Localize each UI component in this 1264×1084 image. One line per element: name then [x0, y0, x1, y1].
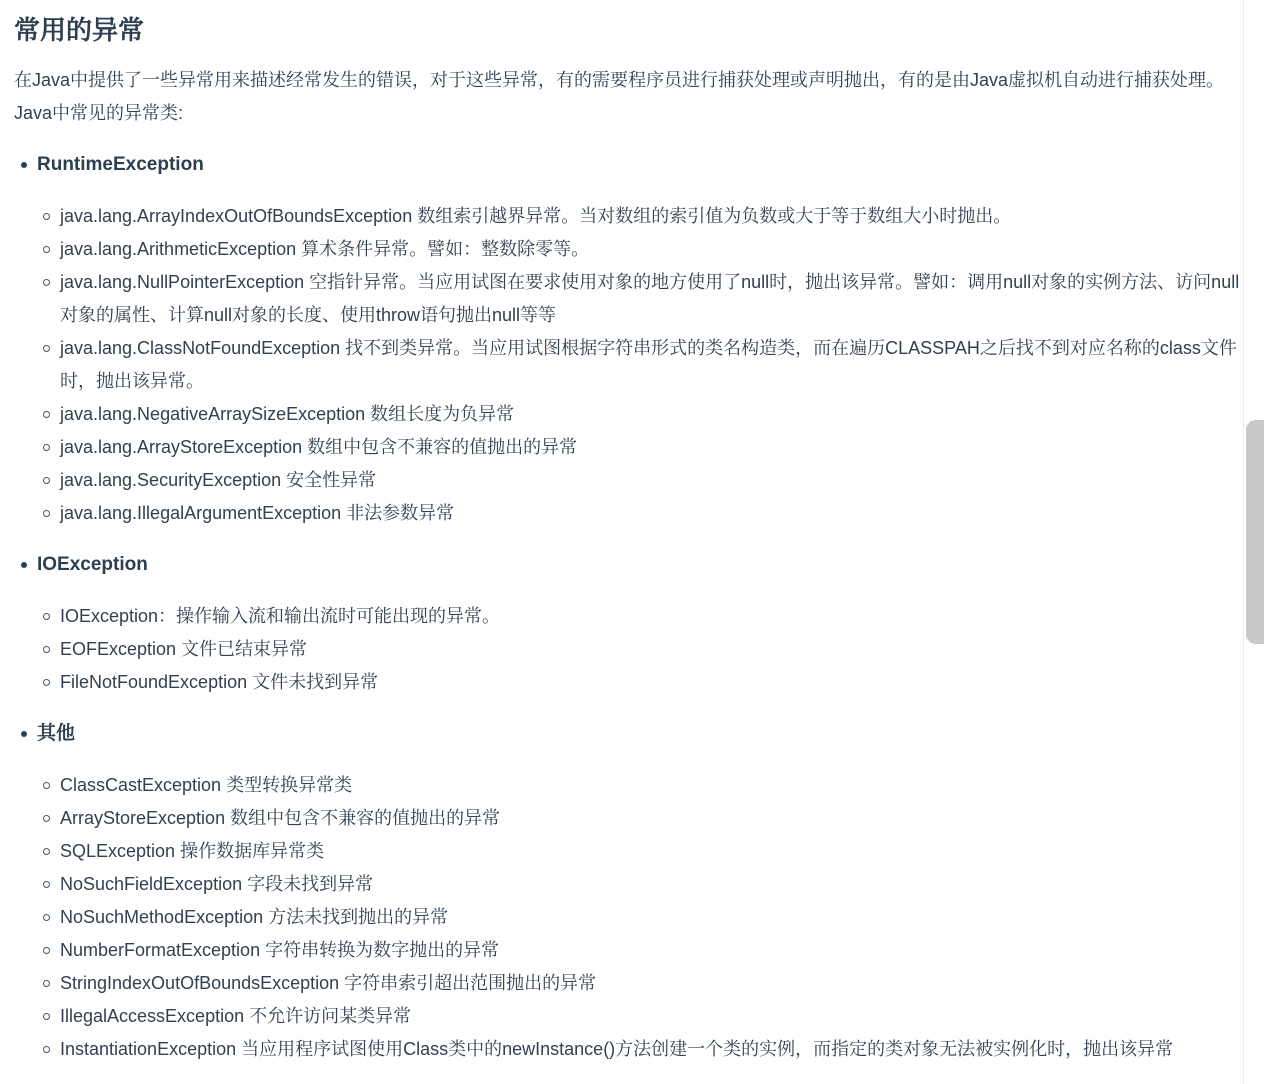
list-item-text: ClassCastException 类型转换异常类 [60, 775, 353, 795]
list-item [14, 266, 1250, 332]
circle-bullet-icon [43, 477, 50, 484]
exception-list [14, 600, 1250, 699]
section-title-text: RuntimeException [37, 154, 204, 175]
list-item [14, 802, 1250, 835]
list-item-text: IOException：操作输入流和输出流时可能出现的异常。 [60, 606, 501, 626]
list-item-text: SQLException 操作数据库异常类 [60, 841, 325, 861]
circle-bullet-icon [43, 279, 50, 286]
circle-bullet-icon [43, 1046, 50, 1053]
circle-bullet-icon [43, 1013, 50, 1020]
list-item-text: InstantiationException 当应用程序试图使用Class类中的newInstance()方法创建一个类的实例，而指定的类对象无法被实例化时，抛出该异常 [60, 1039, 1174, 1059]
circle-bullet-icon [43, 881, 50, 888]
exception-list [14, 769, 1250, 1066]
list-item [14, 666, 1250, 699]
circle-bullet-icon [43, 947, 50, 954]
list-item [14, 332, 1250, 398]
circle-bullet-icon [43, 980, 50, 987]
list-item-text: java.lang.ArrayIndexOutOfBoundsException 数组索引越界异常。当对数组的索引值为负数或大于等于数组大小时抛出。 [60, 206, 1012, 226]
circle-bullet-icon [43, 345, 50, 352]
circle-bullet-icon [43, 510, 50, 517]
disc-bullet-icon [21, 162, 27, 168]
section-title [14, 148, 1250, 181]
list-item-text: NoSuchMethodException 方法未找到抛出的异常 [60, 907, 449, 927]
list-item [14, 600, 1250, 633]
list-item [14, 398, 1250, 431]
list-item-text: EOFException 文件已结束异常 [60, 639, 308, 659]
list-item [14, 233, 1250, 266]
list-item-text: java.lang.NullPointerException 空指针异常。当应用试图在要求使用对象的地方使用了null时，抛出该异常。譬如：调用null对象的实例方法、访问null对象的属性、计算null对象的长度、使用throw语句抛出null等等 [60, 272, 1240, 325]
circle-bullet-icon [43, 815, 50, 822]
page-heading: 常用的异常 [14, 15, 145, 45]
circle-bullet-icon [43, 246, 50, 253]
list-item-text: FileNotFoundException 文件未找到异常 [60, 672, 379, 692]
list-item [14, 633, 1250, 666]
circle-bullet-icon [43, 646, 50, 653]
list-item [14, 967, 1250, 1000]
circle-bullet-icon [43, 613, 50, 620]
exception-category-list [14, 148, 1250, 1066]
circle-bullet-icon [43, 679, 50, 686]
section-title [14, 548, 1250, 581]
circle-bullet-icon [43, 848, 50, 855]
section-title [14, 717, 1250, 750]
list-item-text: java.lang.IllegalArgumentException 非法参数异常 [60, 503, 455, 523]
section-title-text: 其他 [37, 723, 76, 744]
list-item [14, 497, 1250, 530]
section-title-text: IOException [37, 554, 148, 575]
list-item [14, 868, 1250, 901]
intro-paragraph: 在Java中提供了一些异常用来描述经常发生的错误，对于这些异常，有的需要程序员进行捕获处理或声明抛出，有的是由Java虚拟机自动进行捕获处理。Java中常见的异常类: [14, 70, 1225, 123]
list-item [14, 835, 1250, 868]
list-item-text: java.lang.ClassNotFoundException 找不到类异常。当应用试图根据字符串形式的类名构造类，而在遍历CLASSPAH之后找不到对应名称的class文件时，抛出该异常。 [60, 338, 1237, 391]
circle-bullet-icon [43, 782, 50, 789]
list-item [14, 431, 1250, 464]
list-item [14, 464, 1250, 497]
list-item-text: NoSuchFieldException 字段未找到异常 [60, 874, 374, 894]
section-other-exceptions [14, 717, 1250, 1066]
list-item-text: java.lang.ArrayStoreException 数组中包含不兼容的值抛出的异常 [60, 437, 578, 457]
section-io-exception [14, 548, 1250, 699]
section-runtime-exception [14, 148, 1250, 530]
disc-bullet-icon [21, 562, 27, 568]
circle-bullet-icon [43, 914, 50, 921]
list-item-text: java.lang.SecurityException 安全性异常 [60, 470, 377, 490]
list-item [14, 1000, 1250, 1033]
disc-bullet-icon [21, 731, 27, 737]
circle-bullet-icon [43, 411, 50, 418]
circle-bullet-icon [43, 444, 50, 451]
list-item-text: java.lang.ArithmeticException 算术条件异常。譬如：整数除零等。 [60, 239, 590, 259]
list-item [14, 934, 1250, 967]
list-item-text: IllegalAccessException 不允许访问某类异常 [60, 1006, 412, 1026]
exception-list [14, 200, 1250, 530]
list-item [14, 901, 1250, 934]
list-item [14, 200, 1250, 233]
list-item [14, 769, 1250, 802]
vertical-scrollbar[interactable] [1243, 0, 1264, 1084]
list-item [14, 1033, 1250, 1066]
list-item-text: NumberFormatException 字符串转换为数字抛出的异常 [60, 940, 500, 960]
list-item-text: StringIndexOutOfBoundsException 字符串索引超出范围抛出的异常 [60, 973, 597, 993]
list-item-text: java.lang.NegativeArraySizeException 数组长度为负异常 [60, 404, 515, 424]
scrollbar-thumb[interactable] [1246, 420, 1264, 644]
circle-bullet-icon [43, 213, 50, 220]
article-content [14, 0, 1250, 1066]
list-item-text: ArrayStoreException 数组中包含不兼容的值抛出的异常 [60, 808, 501, 828]
